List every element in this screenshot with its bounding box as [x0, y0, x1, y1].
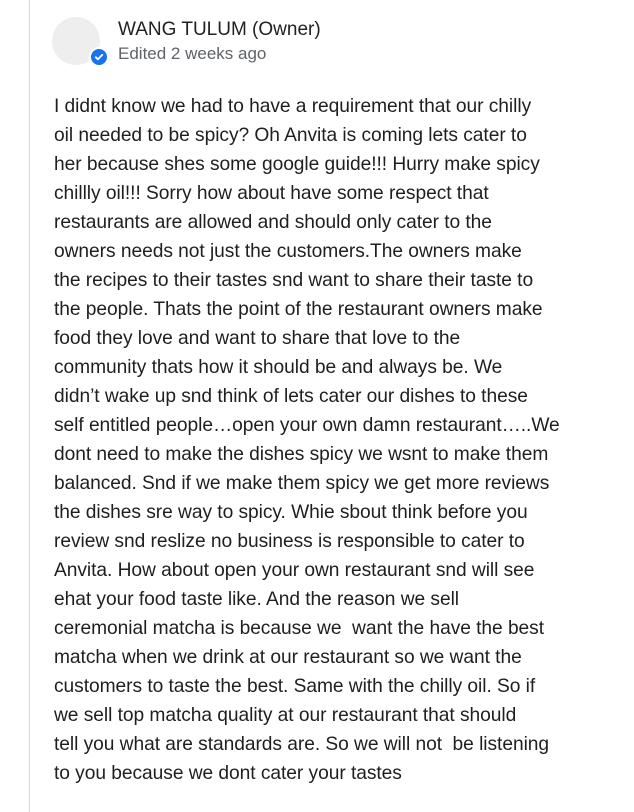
reply-text-line: the recipes to their tastes snd want to share their taste to: [54, 270, 534, 291]
reply-text-line: balanced. Snd if we make them spicy we get more reviews: [54, 473, 550, 494]
reply-text-line: owners needs not just the customers.The owners make: [54, 241, 522, 262]
reply-text-line: self entitled people…open your own damn restaurant…..We: [54, 415, 560, 436]
reply-text-line: ehat your food taste like. And the reason we sell: [54, 589, 460, 610]
reply-text-line: I didnt know we had to have a requirement that our chilly: [54, 96, 532, 117]
reply-text: [54, 92, 632, 788]
reply-text-line: we sell top matcha quality at our restaurant that should: [54, 705, 517, 726]
edited-timestamp: Edited 2 weeks ago: [118, 44, 267, 63]
reply-text-line: food they love and want to share that love to the: [54, 328, 461, 349]
owner-name[interactable]: WANG TULUM (Owner): [118, 19, 321, 40]
reply-text-line: dont need to make the dishes spicy we wsnt to make them: [54, 444, 549, 465]
reply-text-line: ceremonial matcha is because we want the have the best: [54, 618, 545, 639]
reply-text-line: oil needed to be spicy? Oh Anvita is coming lets cater to: [54, 125, 527, 146]
reply-text-line: community thats how it should be and always be. We: [54, 357, 503, 378]
reply-text-line: restaurants are allowed and should only cater to the: [54, 212, 492, 233]
reply-text-line: to you because we dont cater your tastes: [54, 763, 402, 784]
reply-text-line: matcha when we drink at our restaurant so we want the: [54, 647, 522, 668]
reply-text-line: chillly oil!!! Sorry how about have some respect that: [54, 183, 489, 204]
reply-text-line: the dishes sre way to spicy. Whie sbout think before you: [54, 502, 528, 523]
reply-text-line: her because shes some google guide!!! Hurry make spicy: [54, 154, 540, 175]
reply-text-line: the people. Thats the point of the restaurant owners make: [54, 299, 543, 320]
reply-text-line: customers to taste the best. Same with the chilly oil. So if: [54, 676, 536, 697]
verified-check-icon: [89, 47, 109, 67]
reply-text-line: review snd reslize no business is responsible to cater to: [54, 531, 525, 552]
reply-text-line: tell you what are standards are. So we will not be listening: [54, 734, 550, 755]
reply-text-line: didn’t wake up snd think of lets cater our dishes to these: [54, 386, 528, 407]
reply-text-line: Anvita. How about open your own restaurant snd will see: [54, 560, 535, 581]
